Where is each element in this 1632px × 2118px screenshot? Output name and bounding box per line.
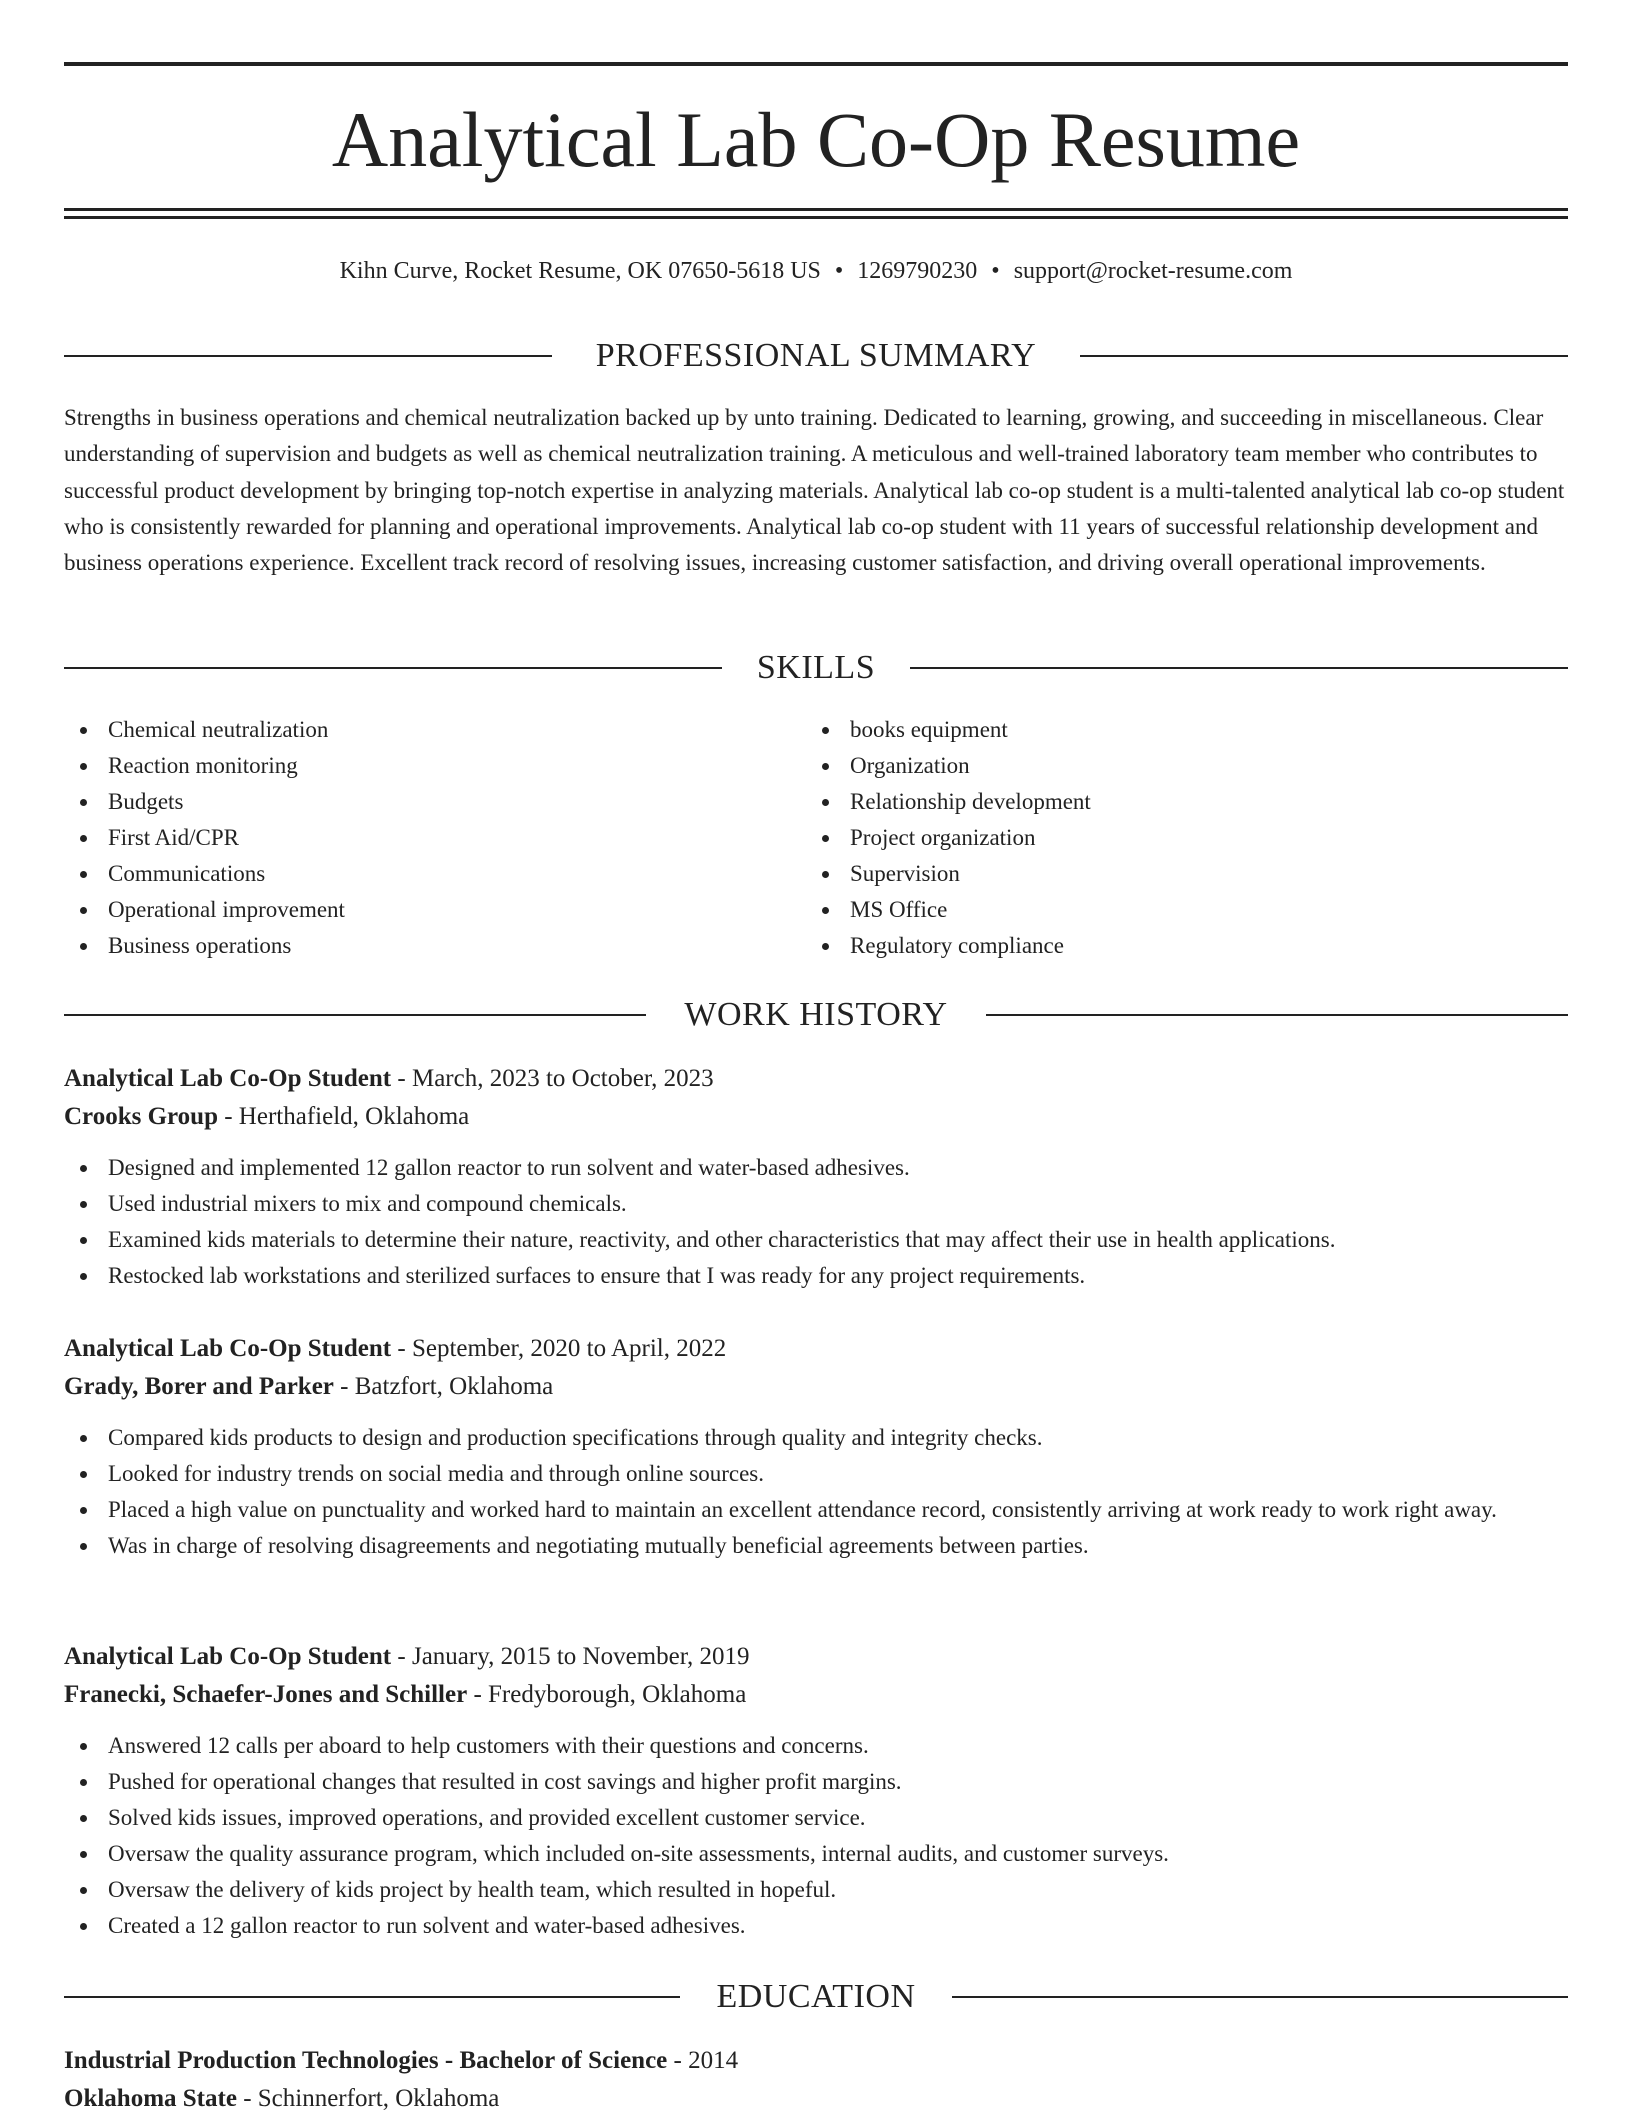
education-location: - Schinnerfort, Oklahoma (236, 2085, 500, 2112)
job-entry (64, 1060, 1568, 1294)
top-rule (64, 62, 1568, 66)
job-bullet: Designed and implemented 12 gallon reactor to run solvent and water-based adhesives. (64, 1150, 1568, 1186)
skills-list-right (806, 712, 1546, 964)
contact-address: Kihn Curve, Rocket Resume, OK 07650-5618 US (339, 258, 821, 284)
job-bullet: Oversaw the quality assurance program, which included on-site assessments, internal audits, and customer surveys. (64, 1836, 1568, 1872)
title-rule-upper (64, 208, 1568, 211)
summary-text: Strengths in business operations and chemical neutralization backed up by unto training. Dedicated to learning, growing, and succeeding in miscellaneous. Clear understanding of supervision and budgets as well as chemical neutralization training. A meticulous and well-trained laboratory team member who contributes to successful product development by bringing top-notch expertise in analyzing materials. Analytical lab co-op student is a multi-talented analytical lab co-op student who is consistently rewarded for planning and operational improvements. Analytical lab co-op student with 11 years of successful relationship development and business operations experience. Excellent track record of resolving issues, increasing customer satisfaction, and driving overall operational improvements. (64, 405, 1565, 576)
job-company-line (64, 1368, 1568, 1406)
job-bullet: Placed a high value on punctuality and worked hard to maintain an excellent attendance record, consistently arriving at work ready to work right away. (64, 1492, 1568, 1528)
skill-item: Chemical neutralization (64, 712, 804, 748)
skill-item: Budgets (64, 784, 804, 820)
education-school-line (64, 2080, 1568, 2118)
contact-separator: • (834, 258, 844, 284)
section-title-education: EDUCATION (684, 1978, 947, 2015)
skill-item: Relationship development (806, 784, 1546, 820)
job-bullets (64, 1150, 1568, 1294)
skill-item: Business operations (64, 928, 804, 964)
job-title-line (64, 1638, 1568, 1676)
job-entry (64, 1330, 1568, 1564)
skills-column-right (806, 712, 1546, 964)
job-bullets (64, 1420, 1568, 1564)
job-location: - Fredyborough, Oklahoma (467, 1681, 747, 1708)
education-school: Oklahoma State (64, 2085, 237, 2112)
job-bullets (64, 1728, 1568, 1944)
job-bullet: Examined kids materials to determine their nature, reactivity, and other characteristics that may affect their use in health applications. (64, 1222, 1568, 1258)
job-bullet: Oversaw the delivery of kids project by health team, which resulted in hopeful. (64, 1872, 1568, 1908)
job-bullet: Created a 12 gallon reactor to run solvent and water-based adhesives. (64, 1908, 1568, 1944)
contact-separator: • (991, 258, 1000, 284)
skill-item: books equipment (806, 712, 1546, 748)
job-company-line (64, 1098, 1568, 1136)
contact-phone: 1269790230 (857, 258, 978, 284)
education-entry (64, 2042, 1568, 2118)
section-header-work (64, 995, 1568, 1035)
job-dates: - March, 2023 to October, 2023 (391, 1065, 714, 1092)
skill-item: Operational improvement (64, 892, 804, 928)
section-title-work: WORK HISTORY (652, 996, 979, 1033)
job-title-line (64, 1330, 1568, 1368)
skill-item: Communications (64, 856, 804, 892)
education-degree-line (64, 2042, 1568, 2080)
contact-line (64, 254, 1568, 288)
job-bullet: Compared kids products to design and production specifications through quality and integrity checks. (64, 1420, 1568, 1456)
job-bullet: Solved kids issues, improved operations, and provided excellent customer service. (64, 1800, 1568, 1836)
skill-item: Regulatory compliance (806, 928, 1546, 964)
job-location: - Herthafield, Oklahoma (217, 1103, 470, 1130)
section-header-summary (64, 336, 1568, 376)
education-year: - 2014 (667, 2047, 739, 2074)
education-degree: Industrial Production Technologies - Bachelor of Science (64, 2047, 668, 2074)
section-title-skills: SKILLS (725, 649, 907, 686)
skill-item: First Aid/CPR (64, 820, 804, 856)
skill-item: Organization (806, 748, 1546, 784)
job-location: - Batzfort, Oklahoma (333, 1373, 554, 1400)
job-title: Analytical Lab Co-Op Student (64, 1065, 392, 1092)
skill-item: Project organization (806, 820, 1546, 856)
section-header-skills (64, 648, 1568, 688)
job-bullet: Was in charge of resolving disagreements and negotiating mutually beneficial agreements between parties. (64, 1528, 1568, 1564)
job-dates: - January, 2015 to November, 2019 (391, 1643, 750, 1670)
skill-item: Supervision (806, 856, 1546, 892)
job-company: Grady, Borer and Parker (64, 1373, 334, 1400)
section-header-education (64, 1977, 1568, 2017)
job-bullet: Restocked lab workstations and sterilized surfaces to ensure that I was ready for any project requirements. (64, 1258, 1568, 1294)
contact-email: support@rocket-resume.com (1013, 258, 1293, 284)
job-company: Franecki, Schaefer-Jones and Schiller (64, 1681, 468, 1708)
skill-item: MS Office (806, 892, 1546, 928)
job-bullet: Pushed for operational changes that resulted in cost savings and higher profit margins. (64, 1764, 1568, 1800)
skill-item: Reaction monitoring (64, 748, 804, 784)
job-company: Crooks Group (64, 1103, 218, 1130)
job-title: Analytical Lab Co-Op Student (64, 1335, 392, 1362)
job-entry (64, 1638, 1568, 1944)
skills-list-left (64, 712, 804, 964)
resume-title: Analytical Lab Co-Op Resume (331, 96, 1301, 183)
job-company-line (64, 1676, 1568, 1714)
job-bullet: Used industrial mixers to mix and compound chemicals. (64, 1186, 1568, 1222)
section-title-summary: PROFESSIONAL SUMMARY (564, 337, 1068, 374)
job-bullet: Looked for industry trends on social media and through online sources. (64, 1456, 1568, 1492)
title-rule-lower (64, 216, 1568, 219)
job-bullet: Answered 12 calls per aboard to help customers with their questions and concerns. (64, 1728, 1568, 1764)
skills-column-left (64, 712, 804, 964)
job-title-line (64, 1060, 1568, 1098)
job-title: Analytical Lab Co-Op Student (64, 1643, 392, 1670)
job-dates: - September, 2020 to April, 2022 (391, 1335, 727, 1362)
